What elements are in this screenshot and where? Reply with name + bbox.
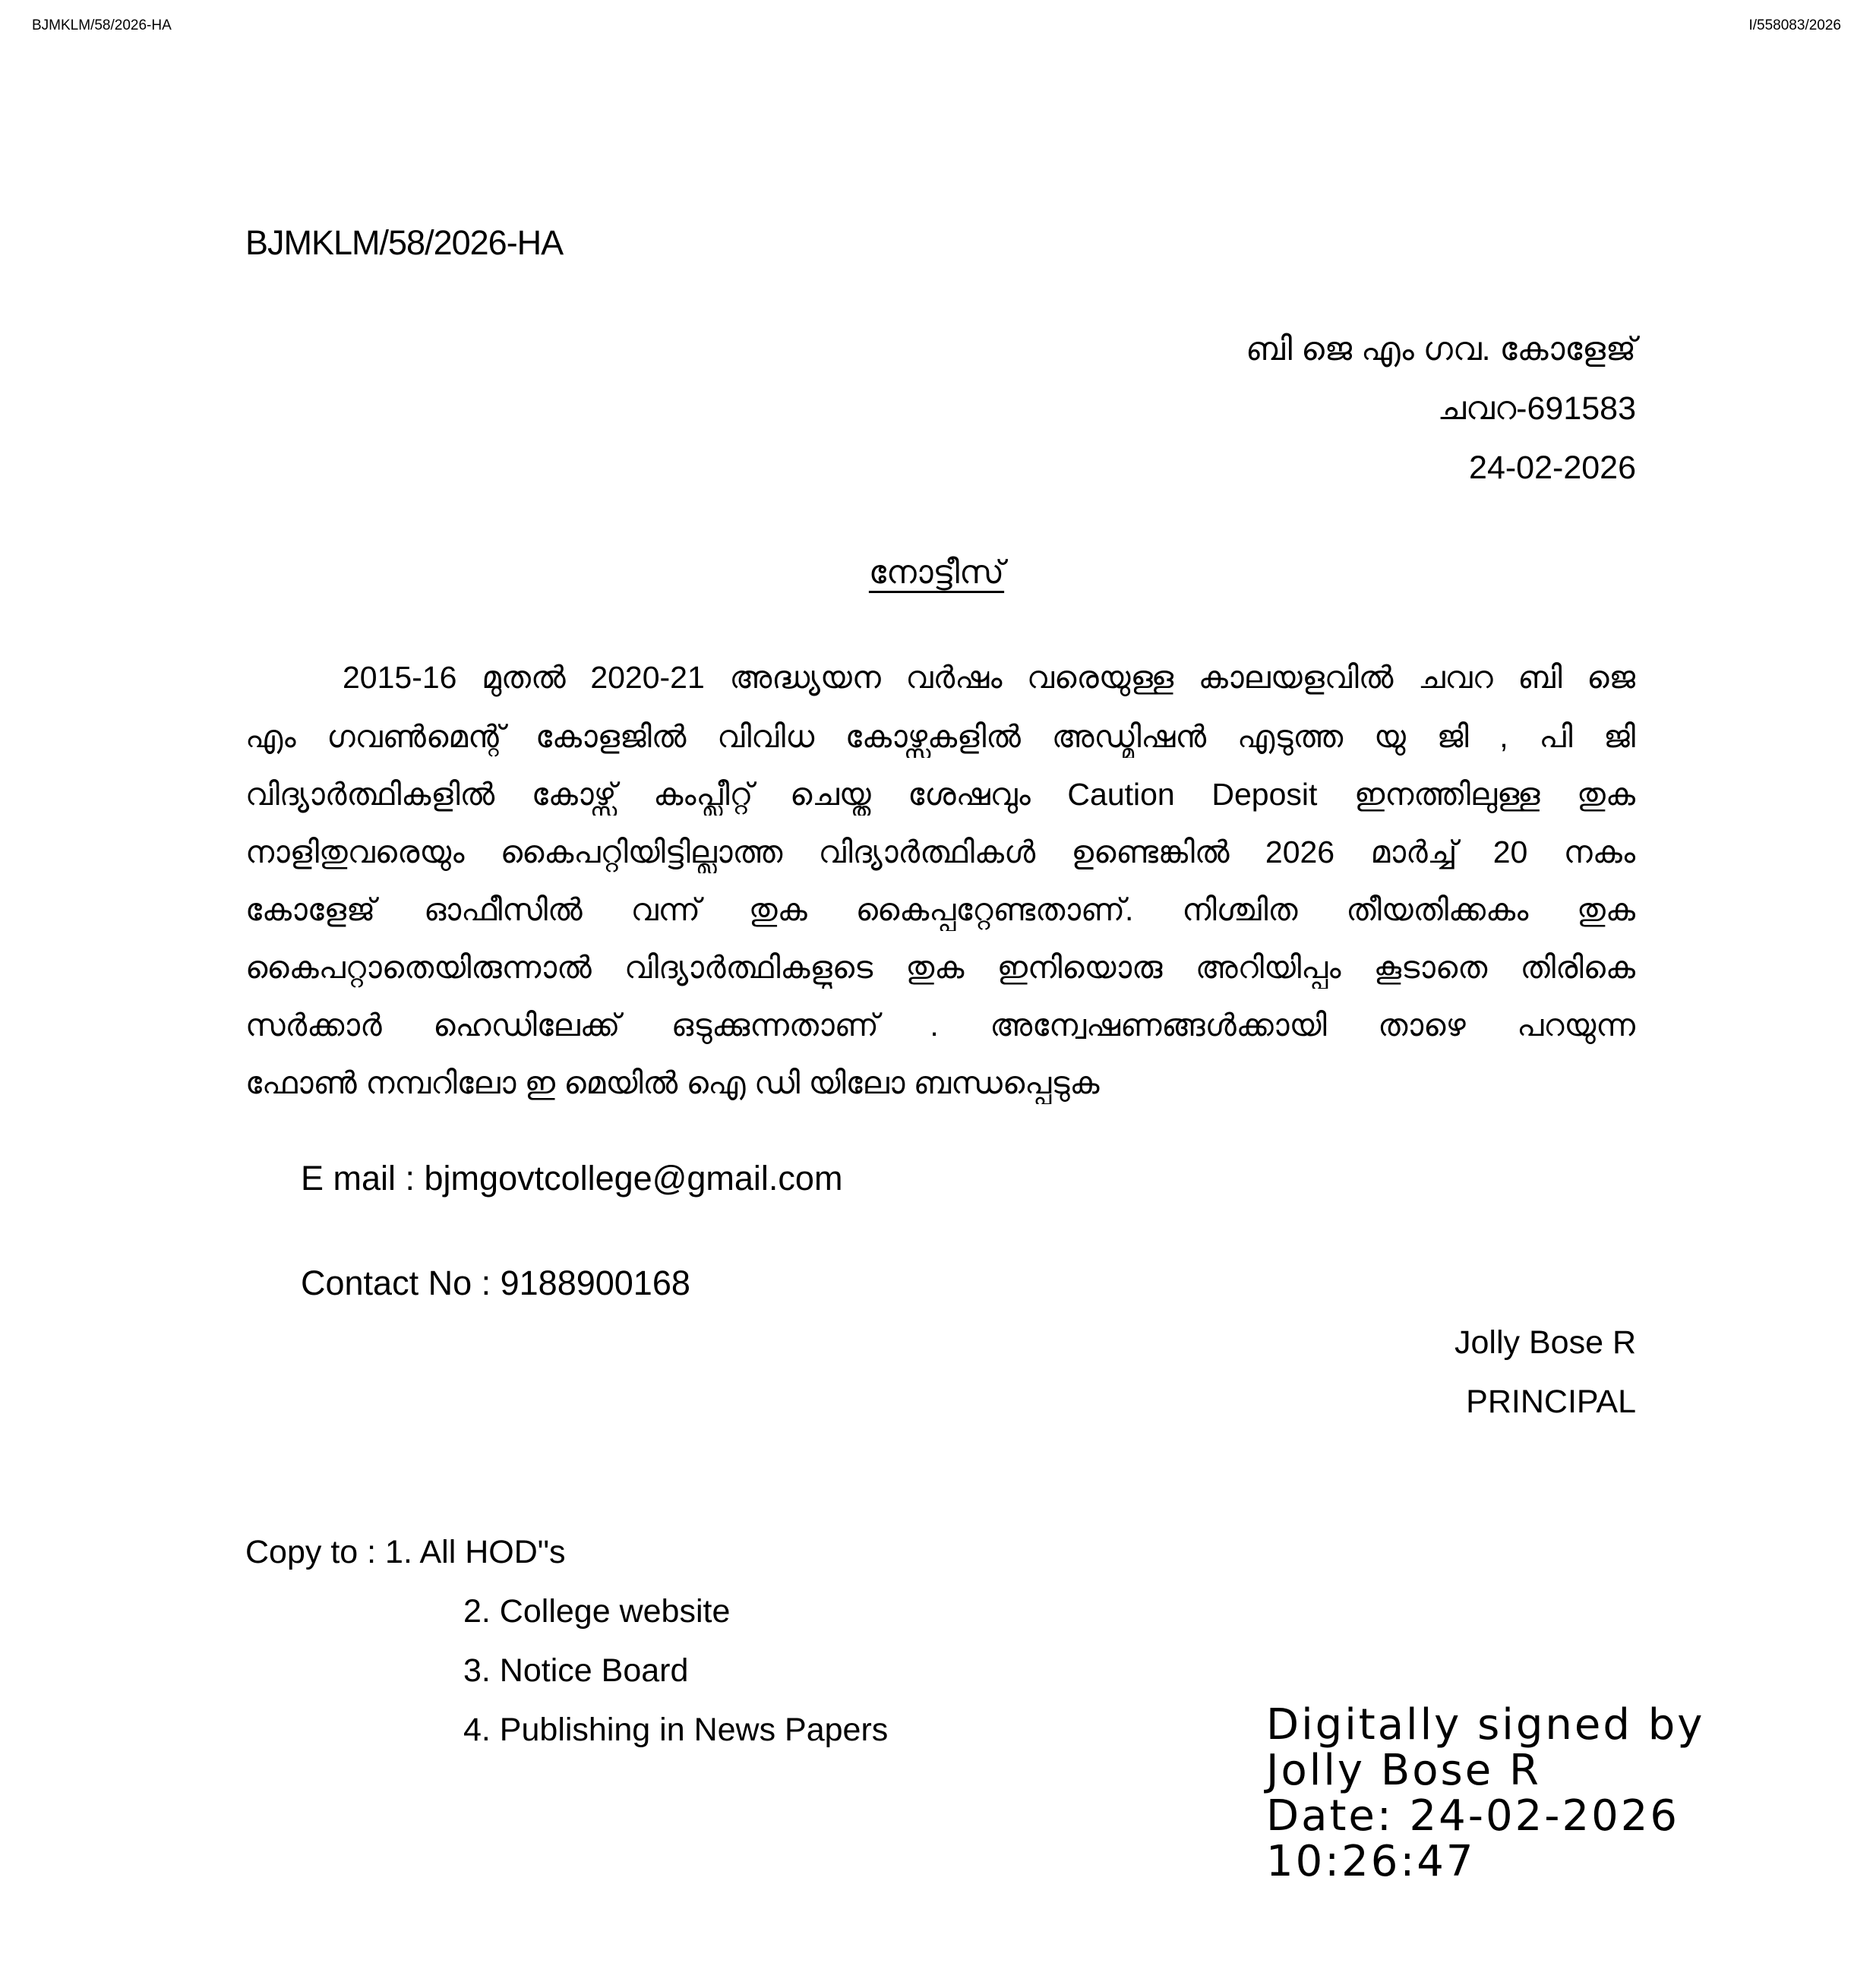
notice-title-text: നോട്ടീസ് — [868, 554, 1005, 591]
notice-title — [0, 551, 1873, 594]
digital-signature-line-3: Date: 24-02-2026 — [1266, 1791, 1679, 1841]
digital-signature-line-1: Digitally signed by — [1266, 1700, 1705, 1750]
body-line-4: നാളിതുവരെയും കൈപറ്റിയിട്ടില്ലാത്ത വിദ്യാർത്ഥികൾ ഉണ്ടെങ്കിൽ 2026 മാർച്ച് 20 നകം — [245, 835, 1635, 869]
digital-signature — [1266, 1702, 1704, 1885]
signatory-name: Jolly Bose R — [1454, 1324, 1636, 1361]
contact-email: E mail : bjmgovtcollege@gmail.com — [301, 1159, 843, 1198]
header-right-reference: I/558083/2026 — [1748, 17, 1841, 33]
signatory-designation: PRINCIPAL — [1466, 1384, 1636, 1420]
copy-to-item: 2. College website — [463, 1593, 731, 1630]
copy-to-item: 4. Publishing in News Papers — [463, 1712, 889, 1748]
body-line-8: ഫോൺ നമ്പറിലോ ഇ മെയിൽ ഐ ഡി യിലോ ബന്ധപ്പെടുക — [245, 1065, 1100, 1100]
copy-to-label: Copy to : 1. All HOD"s — [245, 1534, 566, 1570]
body-line-2: എം ഗവൺമെന്റ് കോളജിൽ വിവിധ കോഴ്സുകളിൽ അഡ്മിഷൻ എടുത്ത യു ജി , പി ജി — [245, 719, 1635, 754]
digital-signature-line-2: Jolly Bose R — [1266, 1746, 1541, 1795]
college-place: ചവറ-691583 — [1437, 390, 1636, 427]
notice-date: 24-02-2026 — [1469, 450, 1636, 486]
body-line-6: കൈപറ്റാതെയിരുന്നാൽ വിദ്യാർത്ഥികളുടെ തുക ഇനിയൊരു അറിയിപ്പും കൂടാതെ തിരികെ — [245, 950, 1635, 985]
file-number: BJMKLM/58/2026-HA — [245, 223, 564, 262]
contact-phone: Contact No : 9188900168 — [301, 1264, 690, 1302]
digital-signature-line-4: 10:26:47 — [1266, 1837, 1476, 1886]
body-line-7: സർക്കാർ ഹെഡിലേക്ക് ഒടുക്കുന്നതാണ് . അന്വേഷണങ്ങൾക്കായി താഴെ പറയുന്ന — [245, 1008, 1635, 1043]
college-name: ബി ജെ എം ഗവ. കോളേജ് — [1246, 331, 1636, 368]
body-line-3: വിദ്യാർത്ഥികളിൽ കോഴ്സ് കംപ്ലീറ്റ് ചെയ്ത ശേഷവും Caution Deposit ഇനത്തിലുള്ള തുക — [245, 777, 1635, 812]
body-line-5: കോളേജ് ഓഫീസിൽ വന്ന് തുക കൈപ്പറ്റേണ്ടതാണ്. നിശ്ചിത തീയതിക്കകം തുക — [245, 892, 1635, 927]
body-line-1: 2015-16 മുതൽ 2020-21 അദ്ധ്യയന വർഷം വരെയുള്ള കാലയളവിൽ ചവറ ബി ജെ — [343, 660, 1635, 695]
header-left-reference: BJMKLM/58/2026-HA — [32, 17, 172, 33]
copy-to-item: 3. Notice Board — [463, 1652, 689, 1689]
